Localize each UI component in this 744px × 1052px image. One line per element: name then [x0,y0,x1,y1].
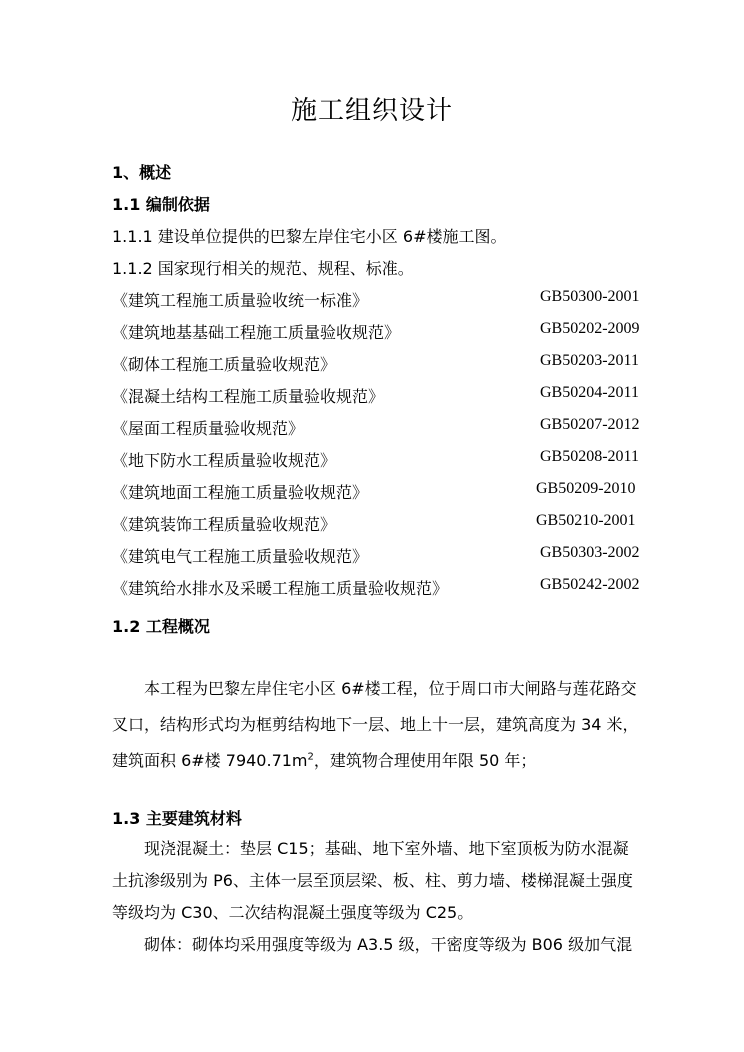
standard-name: 《地下防水工程质量验收规范》 [112,451,337,470]
heading-basis: 1.1 编制依据 [112,195,210,214]
materials-line: 等级均为 C30、二次结构混凝土强度等级为 C25。 [112,903,474,922]
standard-name: 《建筑工程施工质量验收统一标准》 [112,291,369,310]
overview-line [112,748,680,784]
heading-overview: 1、概述 [112,163,172,182]
standard-code: GB50303-2002 [540,544,640,561]
materials-line: 现浇混凝土：垫层 C15；基础、地下室外墙、地下室顶板为防水混凝 [144,839,629,858]
standard-name: 《屋面工程质量验收规范》 [112,419,305,438]
overview-area-text: 建筑面积 6#楼 7940.71m [112,751,308,770]
document-title: 施工组织设计 [290,96,453,126]
basis-item-1: 1.1.1 建设单位提供的巴黎左岸住宅小区 6#楼施工图。 [112,227,507,246]
standard-name: 《建筑给水排水及采暖工程施工质量验收规范》 [112,579,449,598]
standard-code: GB50207-2012 [540,416,640,433]
standard-name: 《混凝土结构工程施工质量验收规范》 [112,387,385,406]
standard-code: GB50210-2001 [536,512,636,529]
overview-line: 叉口，结构形式均为框剪结构地下一层、地上十一层，建筑高度为 34 米， [112,715,639,734]
standard-code: GB50204-2011 [540,384,639,401]
standard-code: GB50202-2009 [540,320,640,337]
standard-code: GB50300-2001 [540,288,640,305]
overview-line: 本工程为巴黎左岸住宅小区 6#楼工程，位于周口市大闸路与莲花路交 [144,679,637,698]
materials-line: 砌体：砌体均采用强度等级为 A3.5 级，干密度等级为 B06 级加气混 [144,935,633,954]
standard-code: GB50209-2010 [536,480,636,497]
overview-life-text: ，建筑物合理使用年限 50 年； [313,751,537,770]
standard-name: 《砌体工程施工质量验收规范》 [112,355,337,374]
heading-project-overview: 1.2 工程概况 [112,617,210,636]
standard-code: GB50208-2011 [540,448,639,465]
standard-code: GB50242-2002 [540,576,640,593]
standard-code: GB50203-2011 [540,352,639,369]
basis-item-2: 1.1.2 国家现行相关的规范、规程、标准。 [112,259,414,278]
standard-name: 《建筑装饰工程质量验收规范》 [112,515,337,534]
project-overview-paragraph [112,676,680,784]
standard-name: 《建筑电气工程施工质量验收规范》 [112,547,369,566]
superscript: 2 [307,751,314,763]
materials-paragraph [112,836,680,964]
heading-materials: 1.3 主要建筑材料 [112,809,242,828]
materials-line: 土抗渗级别为 P6、主体一层至顶层梁、板、柱、剪力墙、楼梯混凝土强度 [112,871,633,890]
standard-name: 《建筑地面工程施工质量验收规范》 [112,483,369,502]
standard-name: 《建筑地基基础工程施工质量验收规范》 [112,323,401,342]
